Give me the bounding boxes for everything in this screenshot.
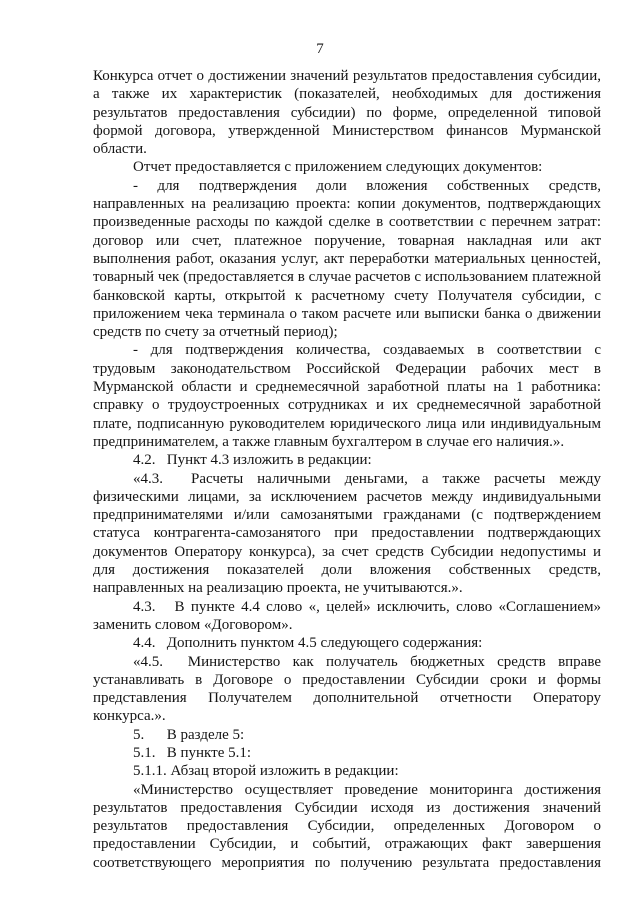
paragraph-jobs-documents: - для подтверждения количества, создаваемых в соответствии с трудовым законодательством Российской Федерации рабочих мест в Мурманской области и среднемесячной заработной платы на 1 работника: справку о трудоустроенных сотрудниках и их среднемесячной заработной плате, подписанную руководителем юридического лица или индивидуальным предпринимателем, а также главным бухгалтером в случае его наличия.». bbox=[93, 342, 601, 450]
paragraph-item-4-4: 4.4. Дополнить пунктом 4.5 следующего содержания: bbox=[133, 635, 483, 652]
paragraph-attachments-intro: Отчет предоставляется с приложением следующих документов: bbox=[133, 159, 543, 176]
page-number: 7 bbox=[316, 41, 324, 57]
paragraph-item-4-2: 4.2. Пункт 4.3 изложить в редакции: bbox=[133, 452, 372, 469]
document-body bbox=[93, 67, 601, 872]
paragraph-own-funds-documents: - для подтверждения доли вложения собственных средств, направленных на реализацию проекта: копии документов, подтверждающих произведенные расходы по каждой сделке в соответствии с перечнем затрат: договор или счет, платежное поручение, товарная накладная или акт выполнения работ, оказания услуг, акт переработки материальных ценностей, товарный чек (предоставляется в случае расчетов с использованием платежной банковской карты, открытой к расчетному счету Получателя субсидии, с приложением чека терминала о таком расчете или выписки банка о движении средств по счету за отчетный период); bbox=[93, 177, 601, 341]
paragraph-report-continuation: Конкурса отчет о достижении значений результатов предоставления субсидии, а также их характеристик (показателей, необходимых для достижения результатов предоставления субсидии) по форме, определенной типовой формой договора, утвержденной Министерством финансов Мурманской области. bbox=[93, 68, 601, 158]
paragraph-section-5: 5. В разделе 5: bbox=[133, 726, 245, 743]
paragraph-monitoring-clause: «Министерство осуществляет проведение мониторинга достижения результатов предоставления Субсидии исходя из достижения значений результатов предоставления Субсидии, определенных Договором о предоставлении Субсидии, и событий, отражающих факт завершения соответствующего мероприятия по получению результата предоставления bbox=[93, 781, 601, 871]
paragraph-item-5-1: 5.1. В пункте 5.1: bbox=[133, 744, 252, 761]
paragraph-item-5-1-1: 5.1.1. Абзац второй изложить в редакции: bbox=[133, 763, 399, 780]
paragraph-item-4-3: 4.3. В пункте 4.4 слово «, целей» исключить, слово «Соглашением» заменить словом «Договором». bbox=[93, 598, 601, 633]
paragraph-clause-4-3: «4.3. Расчеты наличными деньгами, а также расчеты между физическими лицами, за исключением расчетов между индивидуальными предпринимателями и/или самозанятыми гражданами (с подтверждением статуса контрагента-самозанятого при предоставлении подтверждающих документов Оператору конкурса), за счет средств Субсидии недопустимы и для достижения показателей доли вложения собственных средств, направленных на реализацию проекта, не учитываются.». bbox=[93, 470, 601, 597]
paragraph-clause-4-5: «4.5. Министерство как получатель бюджетных средств вправе устанавливать в Договоре о предоставлении Субсидии сроки и формы представления Получателем дополнительной отчетности Оператору конкурса.». bbox=[93, 653, 601, 725]
